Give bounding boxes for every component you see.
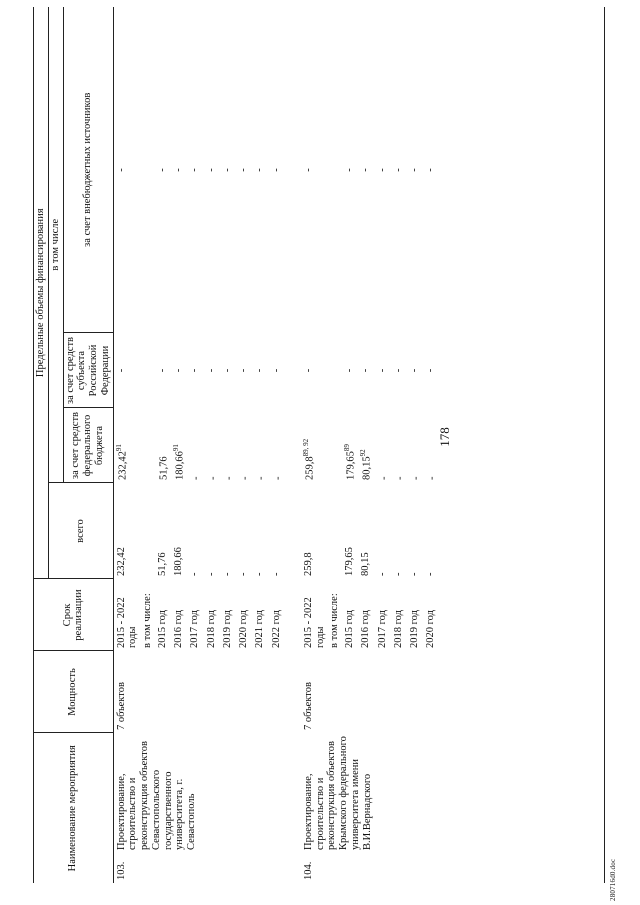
header-including: в том числе: [48, 7, 63, 483]
item-number: 104.: [302, 861, 314, 880]
term-cell: 2017 год: [376, 610, 388, 648]
header-term: Срок реализации: [34, 579, 114, 651]
table-row: [113, 7, 140, 883]
subject-cell: -: [360, 368, 372, 373]
extra-budget-cell: -: [392, 168, 404, 172]
federal-value: -: [223, 476, 235, 480]
term-cell: 2022 год: [270, 610, 282, 648]
federal-cell: [269, 408, 285, 483]
item-capacity: 7 объектов: [115, 682, 127, 730]
total-cell: 180,66: [173, 547, 184, 576]
federal-footnote: 91: [114, 444, 123, 452]
extra-budget-cell: -: [221, 168, 233, 172]
header-subject: за счет средств субъекта Российской Федерации: [63, 333, 113, 408]
term-cell: 2016 год: [173, 610, 184, 648]
item-name: Проектирование, строительство и реконструкция объектов Севастопольского государственного университета, г. Севастополь: [115, 741, 197, 850]
federal-value: -: [190, 476, 202, 480]
extra-budget-cell: -: [425, 168, 437, 172]
extra-budget-cell: [327, 7, 342, 333]
total-cell: -: [189, 572, 201, 576]
extra-budget-cell: [140, 7, 155, 333]
federal-cell: [375, 408, 391, 483]
term-cell: в том числе:: [142, 593, 153, 648]
header-capacity: Мощность: [34, 651, 114, 733]
footer-filename: 280716d0.doc: [609, 858, 617, 901]
table-body: [113, 7, 440, 883]
extra-budget-cell: -: [254, 168, 266, 172]
term-cell: 2018 год: [205, 610, 217, 648]
total-cell: -: [409, 572, 420, 576]
page-number: 178: [437, 427, 452, 447]
federal-cell: [171, 408, 187, 483]
extra-budget-cell: -: [156, 168, 168, 172]
item-capacity: 7 объектов: [302, 682, 314, 730]
federal-footnote: 91: [172, 444, 180, 452]
federal-cell: [252, 408, 268, 483]
federal-value: 51,76: [158, 456, 170, 480]
federal-value: -: [207, 476, 218, 480]
total-cell: [140, 483, 155, 579]
subject-cell: -: [376, 368, 388, 373]
term-cell: 2015 - 2022 годы: [302, 597, 326, 648]
term-cell: в том числе:: [329, 593, 341, 648]
subject-cell: -: [409, 368, 420, 373]
term-cell: 2017 год: [189, 610, 201, 648]
total-cell: -: [205, 572, 217, 576]
table-row: [285, 7, 328, 883]
subject-cell: -: [270, 368, 282, 373]
total-cell: -: [376, 572, 388, 576]
federal-cell: [155, 408, 171, 483]
term-cell: 2018 год: [392, 610, 404, 648]
extra-budget-cell: -: [302, 168, 314, 172]
federal-cell: [327, 408, 342, 483]
subject-cell: -: [156, 368, 168, 373]
total-cell: -: [238, 572, 249, 576]
federal-cell: [358, 408, 374, 483]
total-cell: [327, 483, 342, 579]
extra-budget-cell: -: [344, 168, 355, 172]
table-bottom-rule: [604, 7, 605, 883]
term-cell: 2021 год: [254, 610, 266, 648]
term-cell: 2020 год: [238, 610, 249, 648]
item-name-cell: [285, 733, 440, 883]
extra-budget-cell: -: [238, 168, 249, 172]
item-name-cell: [113, 733, 285, 883]
federal-footnote: 89: [343, 444, 351, 452]
extra-budget-cell: -: [360, 168, 372, 172]
federal-value: -: [255, 476, 267, 480]
total-cell: 232,42: [115, 547, 127, 576]
federal-cell: [220, 408, 236, 483]
total-cell: -: [221, 572, 233, 576]
subject-cell: -: [392, 368, 404, 373]
extra-budget-cell: -: [189, 168, 201, 172]
federal-value: -: [239, 476, 251, 480]
extra-budget-cell: -: [270, 168, 282, 172]
federal-cell: [342, 408, 358, 483]
header-financing-group: Предельные объемы финансирования: [34, 7, 49, 579]
term-cell: 2016 год: [360, 610, 372, 648]
extra-budget-cell: -: [205, 168, 217, 172]
federal-cell: [391, 408, 407, 483]
total-cell: 259,8: [302, 552, 314, 576]
total-cell: -: [425, 572, 437, 576]
header-total: всего: [48, 483, 113, 579]
federal-value: -: [426, 476, 438, 480]
term-cell: 2015 год: [344, 610, 355, 648]
subject-cell: -: [302, 368, 314, 373]
total-cell: -: [392, 572, 404, 576]
subject-cell: -: [344, 368, 355, 373]
federal-value: 259,8: [304, 456, 316, 480]
federal-value: -: [394, 476, 406, 480]
item-name: Проектирование, строительство и реконструкция объектов Крымского федерального университета имени В.И.Вернадского: [302, 736, 373, 850]
subject-cell: [140, 333, 155, 408]
federal-cell: [407, 408, 423, 483]
subject-cell: -: [115, 368, 127, 373]
federal-cell: [113, 408, 140, 483]
federal-value: 180,66: [174, 451, 186, 480]
subject-cell: -: [205, 368, 217, 373]
term-cell: 2019 год: [221, 610, 233, 648]
financing-table: [33, 7, 440, 883]
total-cell: 51,76: [156, 552, 168, 576]
federal-value: 179,65: [345, 451, 357, 480]
extra-budget-cell: -: [115, 168, 127, 172]
term-cell: 2020 год: [425, 610, 437, 648]
term-cell: 2015 год: [156, 610, 168, 648]
extra-budget-cell: -: [173, 168, 184, 172]
federal-cell: [140, 408, 155, 483]
total-cell: -: [270, 572, 282, 576]
federal-cell: [204, 408, 220, 483]
item-number: 103.: [115, 861, 127, 880]
extra-budget-cell: -: [409, 168, 420, 172]
subject-cell: -: [238, 368, 249, 373]
header-extra-budget: за счет внебюджетных источников: [63, 7, 113, 333]
subject-cell: -: [425, 368, 437, 373]
federal-value: -: [378, 476, 389, 480]
federal-footnote: 89, 92: [301, 438, 310, 457]
total-cell: -: [254, 572, 266, 576]
subject-cell: -: [189, 368, 201, 373]
header-federal: за счет средств федерального бюджета: [63, 408, 113, 483]
subject-cell: -: [254, 368, 266, 373]
federal-value: -: [272, 476, 283, 480]
term-cell: 2015 - 2022 годы: [115, 597, 139, 648]
federal-value: -: [410, 476, 422, 480]
federal-cell: [285, 408, 328, 483]
header-name: Наименование мероприятия: [34, 733, 114, 883]
term-cell: 2019 год: [409, 610, 420, 648]
total-cell: 80,15: [360, 552, 372, 576]
federal-cell: [423, 408, 439, 483]
subject-cell: [327, 333, 342, 408]
total-cell: 179,65: [344, 547, 355, 576]
subject-cell: -: [221, 368, 233, 373]
federal-value: 80,15: [361, 456, 373, 480]
federal-value: 232,42: [117, 451, 128, 480]
table-header: [34, 7, 114, 883]
federal-cell: [236, 408, 252, 483]
extra-budget-cell: -: [376, 168, 388, 172]
subject-cell: -: [173, 368, 184, 373]
federal-cell: [187, 408, 203, 483]
federal-footnote: 92: [359, 449, 368, 457]
